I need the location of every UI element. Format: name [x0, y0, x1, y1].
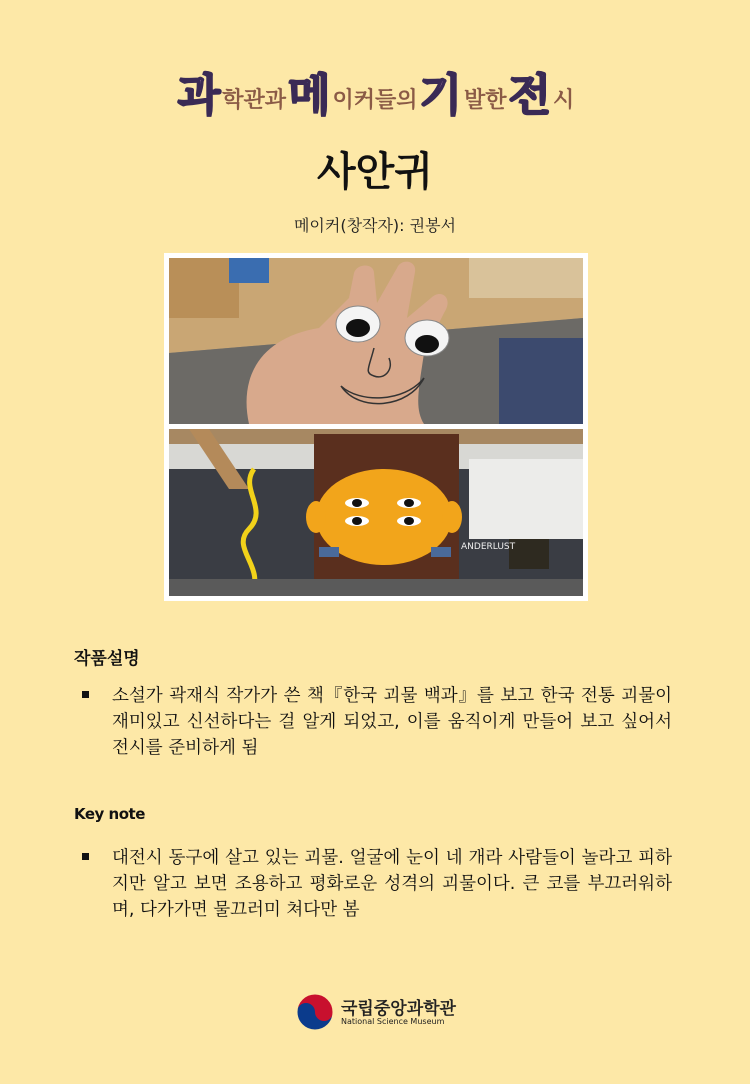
banner-big-char: 메: [287, 70, 331, 121]
photo-frame: [164, 253, 588, 601]
banner-small-text: 시: [553, 88, 575, 113]
sign-text: ANDERLUST: [461, 542, 516, 552]
exhibition-banner: [0, 72, 750, 120]
monster-face-photo: [169, 429, 583, 596]
banner-small-text: 발한: [464, 88, 507, 113]
museum-name-korean: 국립중앙과학관: [341, 999, 456, 1019]
banner-big-char: 과: [177, 70, 221, 121]
hand-puppet-photo: [169, 258, 583, 424]
banner-big-char: 전: [508, 70, 552, 121]
description-heading: 작품설명: [74, 649, 140, 669]
banner-big-char: 기: [419, 70, 463, 121]
museum-name-english: National Science Museum: [341, 1017, 445, 1026]
page-title: 사안귀: [317, 149, 433, 195]
description-text: 소설가 곽재식 작가가 쓴 책『한국 괴물 백과』를 보고 한국 전통 괴물이 재미있고 신선하다는 걸 알게 되었고, 이를 움직이게 만들어 보고 싶어서 전시를 준비하게 됨: [112, 686, 672, 758]
banner-small-text: 학관과: [222, 88, 286, 113]
bullet-square-icon: [82, 691, 89, 698]
keynote-heading: Key note: [74, 805, 145, 823]
keynote-bullet: [82, 845, 672, 923]
bullet-square-icon: [82, 853, 89, 860]
maker-credit: 메이커(창작자): 권봉서: [293, 216, 457, 235]
museum-logo: [295, 990, 495, 1034]
description-bullet: [82, 683, 672, 761]
keynote-text: 대전시 동구에 살고 있는 괴물. 얼굴에 눈이 네 개라 사람들이 놀라고 피하지만 알고 보면 조용하고 평화로운 성격의 괴물이다. 큰 코를 부끄러워하며, 다가가면 물끄러미 쳐다만 봄: [112, 848, 672, 920]
banner-small-text: 이커들의: [332, 88, 418, 113]
taegeuk-emblem-icon: [295, 992, 335, 1032]
